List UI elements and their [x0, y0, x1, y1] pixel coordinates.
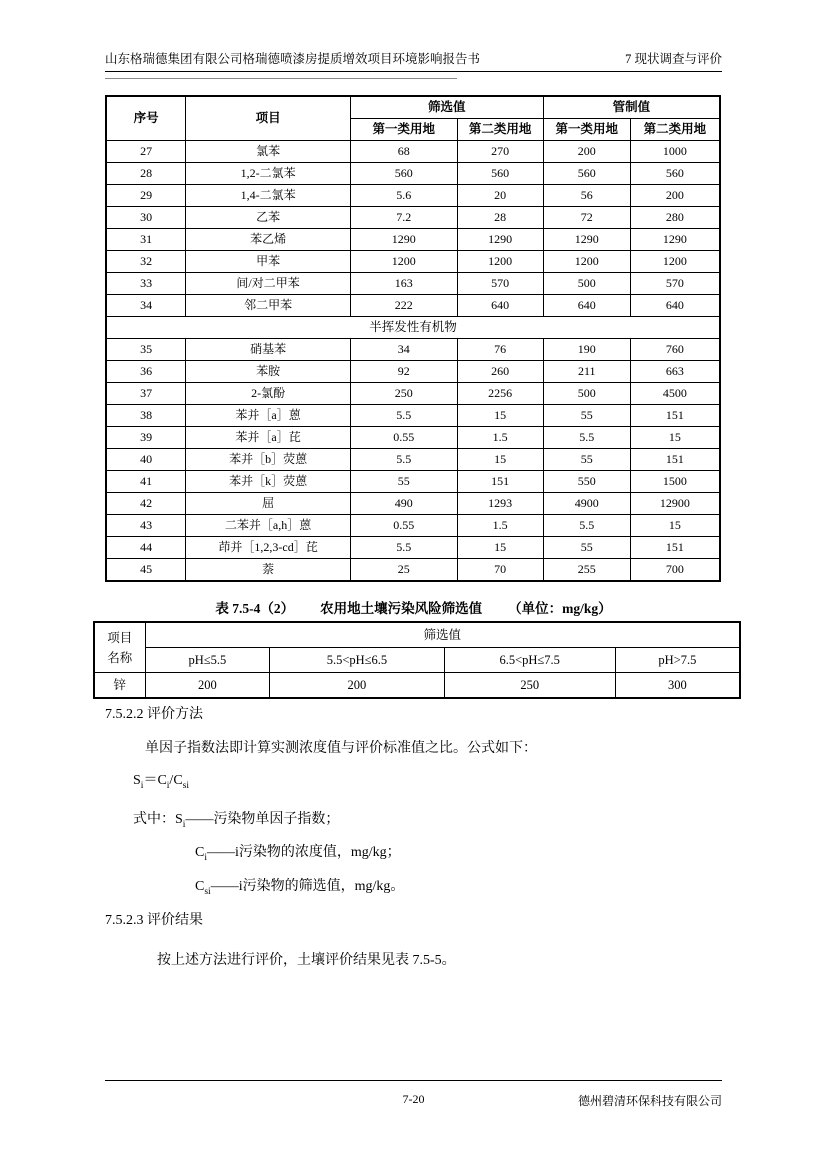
value-cell: 550: [543, 471, 630, 493]
item-name: 苯并［k］荧蒽: [186, 471, 351, 493]
table-row: [106, 383, 720, 405]
formula-lhs-sub: i: [140, 780, 144, 791]
table2-caption: [95, 597, 732, 617]
row-index: 37: [106, 383, 186, 405]
col-header-screening-land1: 第一类用地: [350, 119, 457, 141]
table2-caption-title: 农用地土壤污染风险筛选值: [320, 601, 483, 616]
row-index: 33: [106, 273, 186, 295]
table-row: [94, 673, 740, 699]
table-row: [106, 185, 720, 207]
value-cell: 76: [457, 339, 543, 361]
value-cell: 700: [630, 559, 720, 582]
value-cell: 560: [457, 163, 543, 185]
value-cell: 500: [543, 383, 630, 405]
value-cell: 255: [543, 559, 630, 582]
value-cell: 15: [630, 427, 720, 449]
item-name: 苯胺: [186, 361, 351, 383]
method-intro-paragraph: 单因子指数法即计算实测浓度值与评价标准值之比。公式如下：: [145, 741, 537, 756]
table-row: [106, 471, 720, 493]
row-index: 28: [106, 163, 186, 185]
item-name: 1,2-二氯苯: [186, 163, 351, 185]
value-cell: 5.5: [543, 515, 630, 537]
value-cell: 222: [350, 295, 457, 317]
row-index: 31: [106, 229, 186, 251]
value-cell: 70: [457, 559, 543, 582]
value-cell: 20: [457, 185, 543, 207]
row-index: 29: [106, 185, 186, 207]
table-row: [106, 515, 720, 537]
value-cell: 15: [457, 537, 543, 559]
table-row: [106, 207, 720, 229]
item-name: 萘: [186, 559, 351, 582]
row-index: 42: [106, 493, 186, 515]
header-left-title: 山东格瑞德集团有限公司格瑞德喷漆房提质增效项目环境影响报告书: [105, 52, 481, 66]
header-rule: [105, 71, 722, 72]
value-cell: 55: [543, 405, 630, 427]
item-name: 苯并［b］荧蒽: [186, 449, 351, 471]
table-row: [106, 405, 720, 427]
value-cell: 1.5: [457, 515, 543, 537]
table-header-row: [106, 96, 720, 119]
value-cell: 200: [145, 673, 270, 699]
row-index: 38: [106, 405, 186, 427]
value-cell: 1500: [630, 471, 720, 493]
table-row: [106, 251, 720, 273]
value-cell: 280: [630, 207, 720, 229]
formula-denominator-sub: si: [182, 780, 189, 791]
value-cell: 640: [543, 295, 630, 317]
value-cell: 211: [543, 361, 630, 383]
col-header-control-land2: 第二类用地: [630, 119, 720, 141]
col-header-index: 序号: [106, 96, 186, 141]
section-heading-result: 7.5.2.3 评价结果: [105, 913, 203, 928]
table2-caption-unit: （单位：mg/kg）: [508, 601, 612, 616]
value-cell: 4500: [630, 383, 720, 405]
value-cell: 15: [457, 449, 543, 471]
value-cell: 190: [543, 339, 630, 361]
row-header-line1: 项目: [107, 630, 133, 645]
item-name: 苯并［a］芘: [186, 427, 351, 449]
value-cell: 1290: [457, 229, 543, 251]
value-cell: 200: [630, 185, 720, 207]
value-cell: 1290: [350, 229, 457, 251]
value-cell: 1293: [457, 493, 543, 515]
value-cell: 560: [543, 163, 630, 185]
row-index: 44: [106, 537, 186, 559]
value-cell: 7.2: [350, 207, 457, 229]
value-cell: 1290: [543, 229, 630, 251]
header-right-chapter: 7 现状调查与评价: [625, 52, 722, 66]
row-index: 35: [106, 339, 186, 361]
col-header-ph4: pH>7.5: [615, 648, 740, 673]
item-name: 乙苯: [186, 207, 351, 229]
value-cell: 250: [350, 383, 457, 405]
value-cell: 151: [630, 449, 720, 471]
value-cell: 55: [543, 449, 630, 471]
value-cell: 5.5: [350, 405, 457, 427]
value-cell: 12900: [630, 493, 720, 515]
value-cell: 72: [543, 207, 630, 229]
table-row: [106, 141, 720, 163]
value-cell: 163: [350, 273, 457, 295]
value-cell: 1000: [630, 141, 720, 163]
value-cell: 28: [457, 207, 543, 229]
item-name: 茚并［1,2,3-cd］芘: [186, 537, 351, 559]
table-row: [106, 559, 720, 582]
col-header-item: 项目: [186, 96, 351, 141]
farmland-screening-table: [93, 621, 741, 699]
formula-numerator-sub: i: [166, 780, 170, 791]
table-row: [106, 449, 720, 471]
value-cell: 34: [350, 339, 457, 361]
item-name: 苯乙烯: [186, 229, 351, 251]
item-name: 氯苯: [186, 141, 351, 163]
formula-lhs: S: [133, 773, 141, 788]
formula-where-line: 式中：$S_i——$污染物单因子指数；: [133, 812, 340, 830]
result-paragraph: 按上述方法进行评价，土壤评价结果见表 7.5-5。: [157, 953, 456, 968]
page-header: [105, 51, 722, 67]
value-cell: 68: [350, 141, 457, 163]
footer-company-name: 德州碧清环保科技有限公司: [577, 1094, 722, 1108]
table-row: [106, 339, 720, 361]
value-cell: 640: [457, 295, 543, 317]
col-header-ph2: 5.5<pH≤6.5: [270, 648, 444, 673]
value-cell: 260: [457, 361, 543, 383]
value-cell: 200: [270, 673, 444, 699]
value-cell: 200: [543, 141, 630, 163]
formula-equals: ＝: [143, 773, 158, 788]
table-row: [106, 229, 720, 251]
row-index: 30: [106, 207, 186, 229]
value-cell: 570: [457, 273, 543, 295]
value-cell: 640: [630, 295, 720, 317]
value-cell: 1200: [543, 251, 630, 273]
value-cell: 56: [543, 185, 630, 207]
section-header-cell: 半挥发性有机物: [106, 317, 720, 339]
row-index: 32: [106, 251, 186, 273]
table-row: [106, 163, 720, 185]
value-cell: 55: [350, 471, 457, 493]
table-row: [106, 361, 720, 383]
col-header-control-group: 管制值: [543, 96, 720, 119]
item-name: 间/对二甲苯: [186, 273, 351, 295]
table-row: [106, 493, 720, 515]
item-name: 邻二甲苯: [186, 295, 351, 317]
col-header-ph3: 6.5<pH≤7.5: [444, 648, 615, 673]
table-row: [106, 427, 720, 449]
row-index: 43: [106, 515, 186, 537]
value-cell: 270: [457, 141, 543, 163]
value-cell: 5.6: [350, 185, 457, 207]
col-header-ph1: pH≤5.5: [145, 648, 270, 673]
row-header-item-name: [94, 622, 145, 673]
body-text: [105, 705, 727, 971]
formula-def-csi: $C_{si}——i$污染物的筛选值，mg/kg。: [195, 879, 405, 897]
value-cell: 5.5: [350, 537, 457, 559]
item-name: 二苯并［a,h］蒽: [186, 515, 351, 537]
value-cell: 1290: [630, 229, 720, 251]
table-row: [106, 295, 720, 317]
footer-rule: [105, 1080, 722, 1081]
row-index: 34: [106, 295, 186, 317]
footer-page-number: 7-20: [402, 1092, 425, 1106]
value-cell: 1200: [350, 251, 457, 273]
row-index: 41: [106, 471, 186, 493]
formula-numerator: C: [157, 773, 167, 788]
table-row: [106, 537, 720, 559]
col-header-screening-land2: 第二类用地: [457, 119, 543, 141]
value-cell: 151: [457, 471, 543, 493]
row-index: 36: [106, 361, 186, 383]
value-cell: 663: [630, 361, 720, 383]
table2-caption-number: 表 7.5-4（2）: [215, 601, 295, 616]
table-header-row: [94, 622, 740, 648]
value-cell: 5.5: [543, 427, 630, 449]
item-name: 甲苯: [186, 251, 351, 273]
value-cell: 55: [543, 537, 630, 559]
single-factor-formula: [133, 771, 727, 791]
col-header-screening-group: 筛选值: [145, 622, 740, 648]
value-cell: 1200: [457, 251, 543, 273]
soil-risk-values-table: [105, 95, 721, 582]
section-header-row: [106, 317, 720, 339]
row-header-line2: 名称: [107, 650, 133, 665]
item-name: 苯并［a］蒽: [186, 405, 351, 427]
value-cell: 1200: [630, 251, 720, 273]
value-cell: 500: [543, 273, 630, 295]
formula-slash: /: [169, 773, 174, 788]
value-cell: 15: [457, 405, 543, 427]
row-index: 40: [106, 449, 186, 471]
value-cell: 4900: [543, 493, 630, 515]
value-cell: 25: [350, 559, 457, 582]
formula-def-ci: $C_i——i$污染物的浓度值，mg/kg；: [195, 845, 401, 863]
row-index: 27: [106, 141, 186, 163]
value-cell: 0.55: [350, 515, 457, 537]
value-cell: 2256: [457, 383, 543, 405]
section-heading-method: 7.5.2.2 评价方法: [105, 707, 203, 722]
value-cell: 92: [350, 361, 457, 383]
value-cell: 760: [630, 339, 720, 361]
row-index: 39: [106, 427, 186, 449]
item-name: 1,4-二氯苯: [186, 185, 351, 207]
value-cell: 490: [350, 493, 457, 515]
item-name: 屈: [186, 493, 351, 515]
value-cell: 560: [350, 163, 457, 185]
value-cell: 250: [444, 673, 615, 699]
value-cell: 15: [630, 515, 720, 537]
value-cell: 300: [615, 673, 740, 699]
value-cell: 151: [630, 537, 720, 559]
col-header-screening-group: 筛选值: [350, 96, 543, 119]
table-subheader-row: [94, 648, 740, 673]
table-row: [106, 273, 720, 295]
value-cell: 0.55: [350, 427, 457, 449]
value-cell: 151: [630, 405, 720, 427]
col-header-control-land1: 第一类用地: [543, 119, 630, 141]
row-index: 45: [106, 559, 186, 582]
formula-denominator: C: [173, 773, 183, 788]
item-name: 锌: [94, 673, 145, 699]
value-cell: 560: [630, 163, 720, 185]
item-name: 2-氯酚: [186, 383, 351, 405]
value-cell: 5.5: [350, 449, 457, 471]
value-cell: 1.5: [457, 427, 543, 449]
item-name: 硝基苯: [186, 339, 351, 361]
value-cell: 570: [630, 273, 720, 295]
header-rule-short: [105, 78, 457, 79]
